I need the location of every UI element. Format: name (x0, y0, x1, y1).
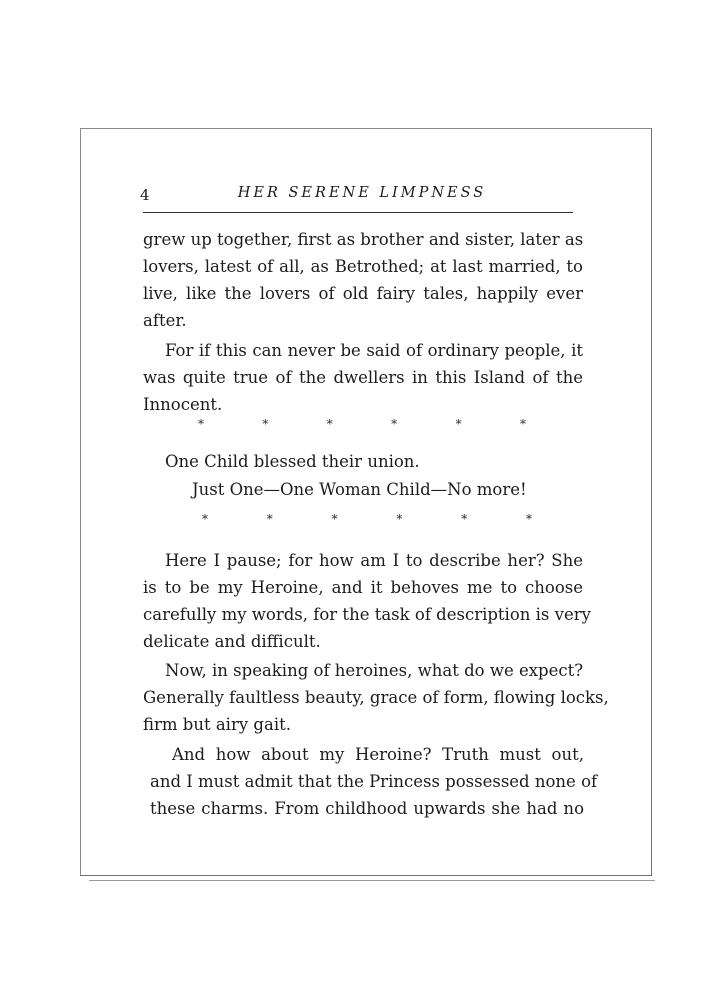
asterisk: * (525, 512, 532, 526)
text-line: Generally faultless beauty, grace of form, flowing locks, (143, 688, 609, 707)
text-line: lovers, latest of all, as Betrothed; at last married, to (143, 257, 583, 276)
paragraph-5 (150, 741, 598, 822)
asterisk: * (519, 417, 526, 431)
paragraph-1 (143, 226, 583, 334)
page-number: 4 (140, 186, 150, 204)
text-line: And how about my Heroine? Truth must out, (172, 745, 584, 764)
text-line: these charms. From childhood upwards she had no (150, 799, 584, 818)
text-line: grew up together, first as brother and sister, later as (143, 230, 584, 249)
asterisk: * (396, 512, 403, 526)
paragraph-4 (143, 657, 609, 738)
text-line: is to be my Heroine, and it behoves me to choose (143, 578, 583, 597)
paragraph-2 (143, 337, 583, 418)
text-line: Now, in speaking of heroines, what do we expect? (165, 661, 584, 680)
header-rule (143, 212, 573, 213)
running-title: HER SERENE LIMPNESS (237, 185, 487, 201)
text-line: delicate and difficult. (143, 632, 321, 651)
text-line: carefully my words, for the task of description is very (143, 605, 591, 624)
asterisk: * (266, 512, 273, 526)
text-line: after. (143, 311, 187, 330)
text-line: Innocent. (143, 395, 223, 414)
text-line: firm but airy gait. (143, 715, 291, 734)
text-line: Here I pause; for how am I to describe her? She (165, 551, 583, 570)
text-line: was quite true of the dwellers in this Island of the (143, 368, 583, 387)
asterisk: * (331, 512, 338, 526)
asterisk: * (262, 417, 269, 431)
text-line: live, like the lovers of old fairy tales, happily ever (143, 284, 583, 303)
asterism-row-1 (198, 417, 526, 431)
asterisk: * (202, 512, 208, 526)
asterisk: * (461, 512, 468, 526)
asterisk: * (326, 417, 333, 431)
asterisk: * (455, 417, 462, 431)
paragraph-3 (143, 547, 591, 655)
line-one-child: One Child blessed their union. (165, 452, 420, 471)
line-just-one: Just One—One Woman Child—No more! (192, 480, 527, 499)
text-line: and I must admit that the Princess possessed none of (150, 772, 598, 791)
asterisk: * (198, 417, 204, 431)
asterism-row-2 (202, 512, 532, 526)
asterisk: * (391, 417, 398, 431)
text-line: For if this can never be said of ordinary people, it (165, 341, 583, 360)
